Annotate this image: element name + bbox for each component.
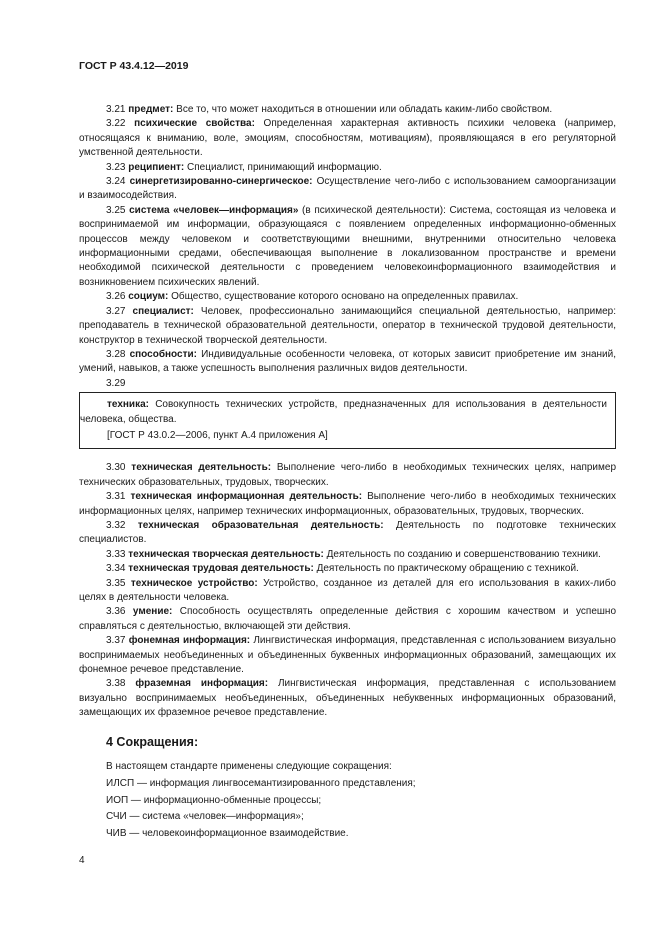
entry-number: 3.26 — [106, 291, 126, 303]
definition: Общество, существование которого основано на определенных правилах. — [168, 291, 519, 303]
definition: Выполнение чего-либо в необходимых технических целях, например технических образовательных, трудовых, творческих. — [79, 462, 617, 488]
term: синергетизированно-синергическое: — [129, 176, 313, 188]
abbreviations-list — [79, 776, 616, 843]
boxed-definition-source: [ГОСТ Р 43.0.2—2006, пункт А.4 приложения А] — [107, 429, 328, 441]
definition: Совокупность технических устройств, предназначенных для использования в деятельности человека, общества. — [80, 399, 607, 425]
definition-entry — [79, 605, 616, 634]
definition: Человек, профессионально занимающийся специальной деятельностью, например: преподаватель в технической образовательной деятельности, оператор в технической трудовой деятельности, конструктор в технической творческой деятельности. — [79, 305, 616, 346]
entry-number: 3.33 — [106, 548, 126, 560]
definition-entry — [79, 290, 616, 304]
entry-number: 3.37 — [106, 635, 126, 647]
boxed-definition — [79, 392, 616, 449]
term: фраземная информация: — [135, 678, 269, 690]
entry-number: 3.27 — [106, 305, 126, 317]
abbreviation-item: ЧИВ — человекоинформационное взаимодействие. — [106, 828, 349, 840]
page-number: 4 — [79, 855, 85, 866]
document-header: ГОСТ Р 43.4.12—2019 — [79, 60, 189, 72]
boxed-definition-text — [80, 398, 607, 427]
entry-number: 3.22 — [106, 118, 126, 130]
definition: Способность осуществлять определенные действия с хорошим качеством и успешно справляться с деятельностью, включающей эти действия. — [79, 606, 617, 632]
section-intro: В настоящем стандарте применены следующие сокращения: — [106, 761, 392, 773]
entry-number: 3.35 — [106, 577, 126, 589]
definition: Лингвистическая информация, представленная с использованием визуально воспринимаемых необъединенных и объединенных буквенных информационных образований, замещающих их фонемное речевое представление. — [79, 635, 616, 676]
entry-number: 3.28 — [106, 348, 126, 360]
term: предмет: — [128, 104, 174, 115]
abbreviation-item: ИЛСП — информация лингвосемантизированного представления; — [106, 777, 416, 789]
term: техника: — [107, 399, 149, 411]
term: система «человек—информация» — [129, 204, 299, 216]
entry-number: 3.32 — [106, 519, 126, 531]
entry-number: 3.24 — [106, 176, 126, 188]
definition-entry — [79, 677, 616, 720]
definition: Устройство, созданное из деталей для его использования в каких-либо целях в деятельности человека. — [79, 577, 616, 603]
definition-entry — [79, 519, 616, 548]
definition: Деятельность по практическому обращению с техникой. — [313, 563, 579, 575]
entry-number: 3.38 — [106, 678, 126, 690]
term: специалист: — [132, 305, 194, 317]
term: техническое устройство: — [130, 577, 258, 589]
term: способности: — [129, 348, 197, 360]
definition: (в психической деятельности): Система, состоящая из человека и воспринимаемой им информации, образующаяся с появлением определенных информационно-обменных процессов между человеком и соответствующими внешними, внутренними относительно человека информационными средами, обеспечивающая выполнение в локализованном пространстве и времени необходимой психической деятельности с проведением человекоинформационного взаимодействия и возникновением психических явлений. — [79, 204, 617, 288]
term: реципиент: — [128, 161, 185, 173]
definition-entry — [79, 204, 616, 290]
definition: Все то, что может находиться в отношении или обладать каким-либо свойством. — [173, 104, 553, 115]
definition: Выполнение чего-либо в необходимых технических информационных целях, например технических информационных, образовательных, трудовых, творческих. — [79, 491, 616, 517]
entry-number: 3.25 — [106, 204, 126, 216]
term: техническая образовательная деятельность: — [137, 519, 384, 531]
abbreviation-item: СЧИ — система «человек—информация»; — [106, 811, 304, 823]
definition: Деятельность по подготовке технических специалистов. — [79, 519, 617, 546]
section-title: 4 Сокращения: — [106, 734, 199, 749]
definition: Индивидуальные особенности человека, от которых зависит приобретение им знаний, умений, навыков, а также успешность выполнения различных видов деятельности. — [79, 348, 616, 375]
boxed-entry-number: 3.29 — [106, 377, 126, 389]
term: умение: — [132, 606, 173, 618]
definition-entry — [79, 577, 616, 606]
term: техническая деятельность: — [131, 462, 272, 474]
definition: Деятельность по созданию и совершенствованию техники. — [323, 548, 601, 560]
definitions-list-2 — [79, 461, 616, 720]
definition: Специалист, принимающий информацию. — [184, 161, 382, 173]
definition-entry — [79, 461, 616, 490]
definition-entry — [79, 117, 616, 160]
definition-entry — [79, 548, 616, 562]
definition: Определенная характерная активность психики человека (например, относящаяся к вниманию, воле, эмоциям, способностям, мотивациям), проявляющаяся в его регуляторной умственной деятельности. — [79, 118, 617, 159]
definition-entry — [79, 103, 616, 117]
term: техническая творческая деятельность: — [128, 548, 324, 560]
definition-entry — [79, 161, 616, 175]
term: техническая информационная деятельность: — [130, 491, 363, 503]
definition-entry — [79, 348, 616, 377]
entry-number: 3.31 — [106, 491, 126, 503]
entry-number: 3.36 — [106, 606, 126, 618]
definition-entry — [79, 562, 616, 576]
entry-number: 3.23 — [106, 161, 126, 173]
definition-entry — [79, 634, 616, 677]
definition-entry — [79, 175, 616, 204]
entry-number: 3.34 — [106, 563, 126, 575]
entry-number: 3.21 — [106, 104, 126, 115]
term: психические свойства: — [134, 118, 255, 130]
term: фонемная информация: — [128, 635, 251, 647]
definition-entry — [79, 490, 616, 519]
entry-number: 3.30 — [106, 462, 126, 474]
definition: Лингвистическая информация, представленная с использованием визуально воспринимаемых необъединенных, объединенных небуквенных информационных образований, замещающих их фраземное речевое представление. — [79, 678, 616, 719]
definition-entry — [79, 305, 616, 348]
definitions-list — [79, 103, 616, 377]
abbreviation-item: ИОП — информационно-обменные процессы; — [106, 794, 322, 806]
document-body — [79, 103, 616, 843]
term: техническая трудовая деятельность: — [128, 563, 314, 575]
definition: Осуществление чего-либо с использованием самоорганизации и взаимосодействия. — [79, 176, 616, 202]
term: социум: — [128, 291, 169, 303]
